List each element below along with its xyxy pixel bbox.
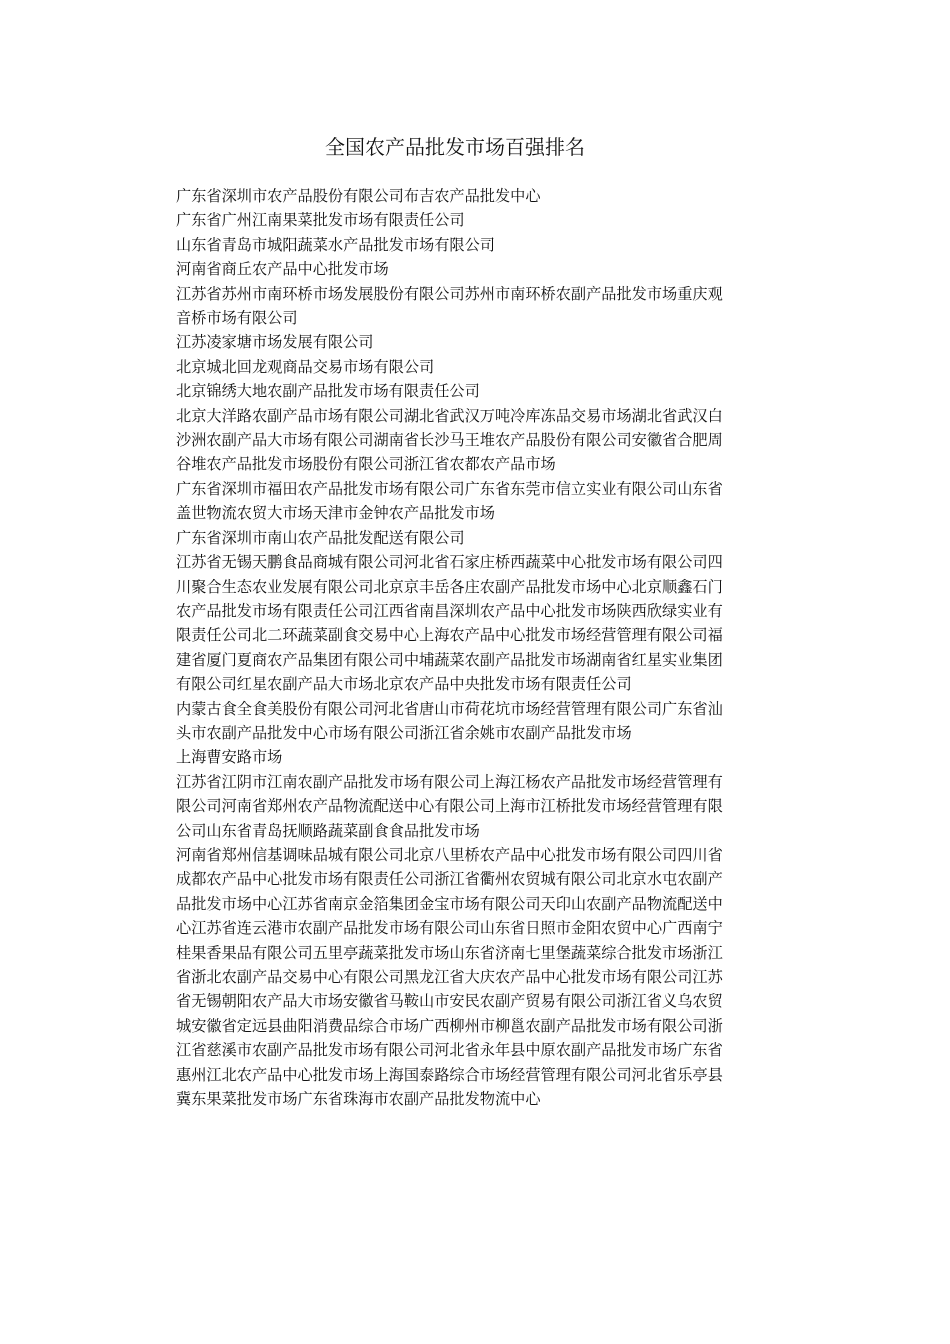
paragraph: 广东省深圳市农产品股份有限公司布吉农产品批发中心 bbox=[176, 187, 541, 205]
paragraph: 广东省广州江南果菜批发市场有限责任公司 bbox=[176, 211, 465, 230]
paragraph: 广东省深圳市福田农产品批发市场有限公司广东省东莞市信立实业有限公司山东省盖世物流农贸大市场天津市金钟农产品批发市场 bbox=[176, 479, 723, 523]
paragraph: 广东省深圳市南山农产品批发配送有限公司 bbox=[176, 528, 465, 547]
document-body bbox=[176, 184, 726, 1111]
page-title: 全国农产品批发市场百强排名 bbox=[325, 135, 585, 159]
paragraph: 江苏省无锡天鹏食品商城有限公司河北省石家庄桥西蔬菜中心批发市场有限公司四川聚合生态农业发展有限公司北京京丰岳各庄农副产品批发市场中心北京顺鑫石门农产品批发市场有限责任公司江西省南昌深圳农产品中心批发市场陕西欣绿实业有限责任公司北二环蔬菜副食交易中心上海农产品中心批发市场经营管理有限公司福建省厦门夏商农产品集团有限公司中埔蔬菜农副产品批发市场湖南省红星实业集团有限公司红星农副产品大市场北京农产品中央批发市场有限责任公司 bbox=[176, 553, 723, 694]
paragraph: 北京锦绣大地农副产品批发市场有限责任公司 bbox=[176, 382, 480, 401]
paragraph: 河南省商丘农产品中心批发市场 bbox=[176, 260, 389, 279]
paragraph: 北京大洋路农副产品市场有限公司湖北省武汉万吨冷库冻品交易市场湖北省武汉白沙洲农副产品大市场有限公司湖南省长沙马王堆农产品股份有限公司安徽省合肥周谷堆农产品批发市场股份有限公司浙江省农都农产品市场 bbox=[176, 406, 723, 474]
paragraph: 北京城北回龙观商品交易市场有限公司 bbox=[176, 357, 435, 376]
paragraph: 内蒙古食全食美股份有限公司河北省唐山市荷花坑市场经营管理有限公司广东省汕头市农副产品批发中心市场有限公司浙江省余姚市农副产品批发市场 bbox=[176, 699, 723, 742]
paragraph: 江苏省苏州市南环桥市场发展股份有限公司苏州市南环桥农副产品批发市场重庆观音桥市场有限公司 bbox=[176, 284, 723, 328]
paragraph: 江苏凌家塘市场发展有限公司 bbox=[176, 333, 374, 352]
paragraph: 江苏省江阴市江南农副产品批发市场有限公司上海江杨农产品批发市场经营管理有限公司河南省郑州农产品物流配送中心有限公司上海市江桥批发市场经营管理有限公司山东省青岛抚顺路蔬菜副食食品批发市场 bbox=[176, 772, 723, 840]
paragraph: 河南省郑州信基调味品城有限公司北京八里桥农产品中心批发市场有限公司四川省成都农产品中心批发市场有限责任公司浙江省衢州农贸城有限公司北京水屯农副产品批发市场中心江苏省南京金箔集团金宝市场有限公司天印山农副产品物流配送中心江苏省连云港市农副产品批发市场有限公司山东省日照市金阳农贸中心广西南宁桂果香果品有限公司五里亭蔬菜批发市场山东省济南七里堡蔬菜综合批发市场浙江省浙北农副产品交易中心有限公司黑龙江省大庆农产品中心批发市场有限公司江苏省无锡朝阳农产品大市场安徽省马鞍山市安民农副产贸易有限公司浙江省义乌农贸城安徽省定远县曲阳消费品综合市场广西柳州市柳邕农副产品批发市场有限公司浙江省慈溪市农副产品批发市场有限公司河北省永年县中原农副产品批发市场广东省惠州江北农产品中心批发市场上海国泰路综合市场经营管理有限公司河北省乐亭县冀东果菜批发市场广东省珠海市农副产品批发物流中心 bbox=[176, 845, 723, 1109]
paragraph: 上海曹安路市场 bbox=[176, 748, 283, 767]
paragraph: 山东省青岛市城阳蔬菜水产品批发市场有限公司 bbox=[176, 235, 495, 254]
